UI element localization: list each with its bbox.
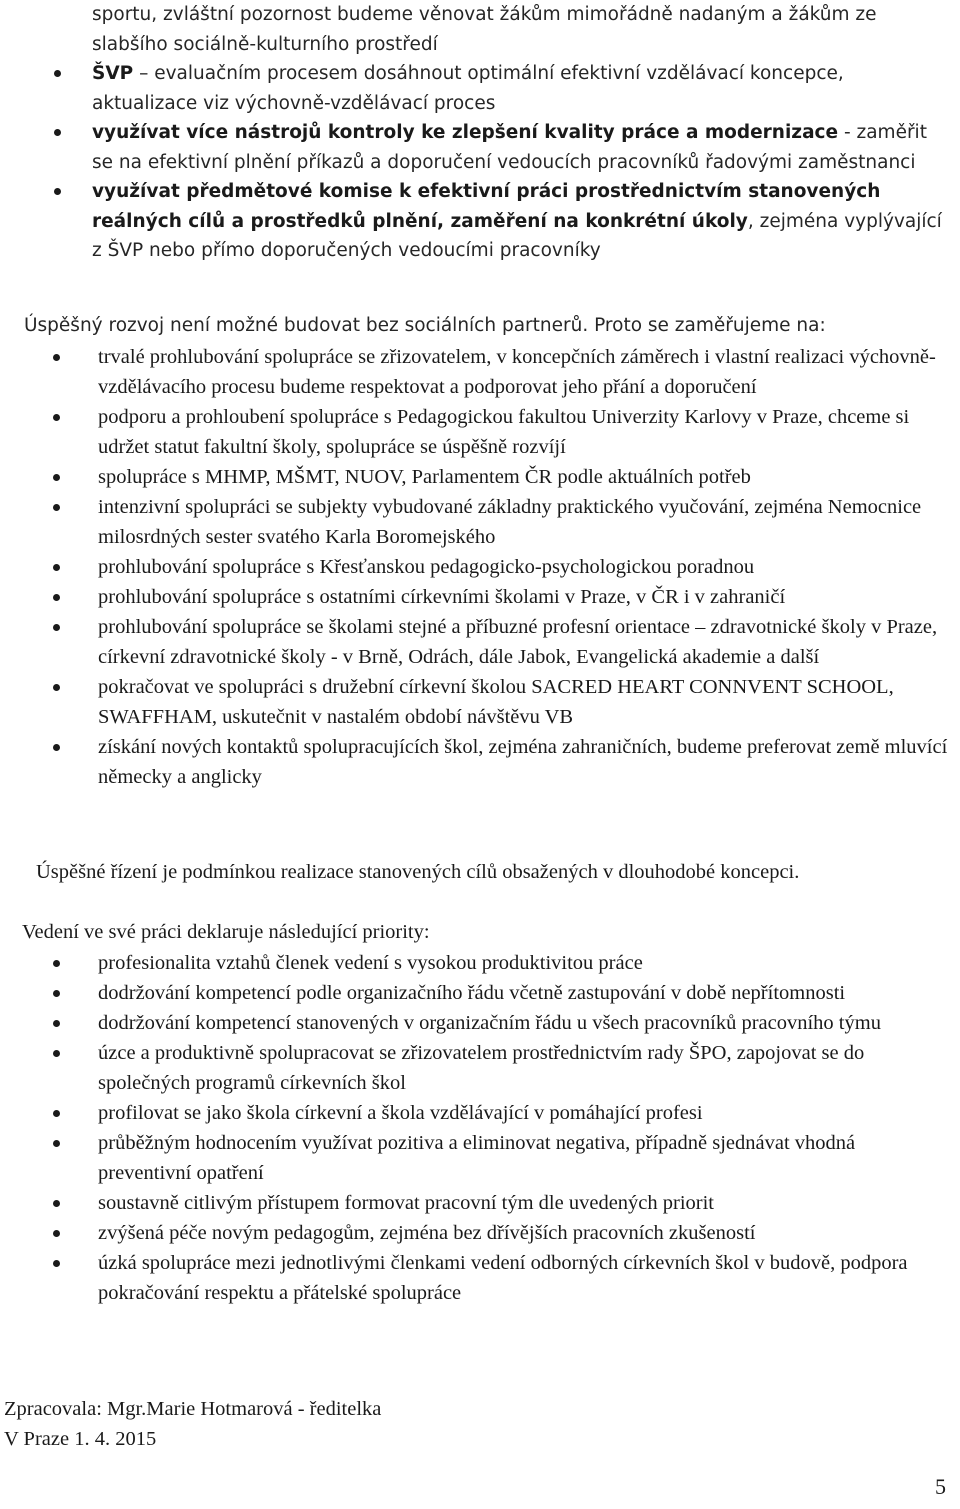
place-date: V Praze 1. 4. 2015 xyxy=(4,1428,157,1450)
bullet-icon xyxy=(53,474,60,481)
item-text: pokračovat ve spolupráci s družební církevní školou SACRED HEART CONNVENT SCHOOL, SWAFFHAM, uskutečnit v nastalém období návštěvu VB xyxy=(98,676,894,728)
bullet-icon xyxy=(54,129,61,136)
item-bold: využívat více nástrojů kontroly ke zlepšení kvality práce a modernizace xyxy=(92,122,839,143)
goals-list xyxy=(0,59,960,266)
bullet-icon xyxy=(53,744,60,751)
list-item xyxy=(0,612,960,672)
item-text: prohlubování spolupráce se školami stejné a příbuzné profesní orientace – zdravotnické školy v Praze, církevní zdravotnické školy - v Brně, Odrách, dále Jabok, Evangelická akademie a další xyxy=(98,616,938,668)
item-text: prohlubování spolupráce s Křesťanskou pedagogicko-psychologickou poradnou xyxy=(98,556,755,578)
bullet-icon xyxy=(53,414,60,421)
page-number: 5 xyxy=(935,1474,946,1499)
bullet-icon xyxy=(53,504,60,511)
bullet-icon xyxy=(53,594,60,601)
list-item xyxy=(0,1098,960,1128)
list-item xyxy=(0,1008,960,1038)
bullet-icon xyxy=(53,1260,60,1267)
bullet-icon xyxy=(53,684,60,691)
item-text: úzká spolupráce mezi jednotlivými členkami vedení odborných církevních škol v budově, podpora pokračování respektu a přátelské spolupráce xyxy=(98,1252,908,1304)
list-item xyxy=(0,978,960,1008)
list-item xyxy=(0,1128,960,1188)
list-item xyxy=(0,1038,960,1098)
list-item xyxy=(0,552,960,582)
bullet-icon xyxy=(53,624,60,631)
item-text: - zaměřit se na efektivní plnění příkazů a doporučení vedoucích pracovníků řadovými zaměstnanci xyxy=(92,122,927,173)
item-text: úzce a produktivně spolupracovat se zřizovatelem prostřednictvím rady ŠPO, zapojovat se do společných programů církevních škol xyxy=(98,1042,865,1094)
bullet-icon xyxy=(53,1140,60,1147)
item-bold: využívat předmětové komise k efektivní práci prostřednictvím stanovených reálných cílů a prostředků plnění, zaměření na konkrétní úkoly xyxy=(92,181,881,232)
bullet-icon xyxy=(53,1050,60,1057)
prepared-by: Zpracovala: Mgr.Marie Hotmarová - ředitelka xyxy=(4,1398,382,1420)
priorities-list xyxy=(0,948,960,1308)
bullet-icon xyxy=(54,188,61,195)
section-priorities xyxy=(0,948,960,1308)
list-item xyxy=(0,582,960,612)
item-text: profilovat se jako škola církevní a škola vzdělávající v pomáhající profesi xyxy=(98,1102,703,1124)
list-item xyxy=(0,1218,960,1248)
item-text: trvalé prohlubování spolupráce se zřizovatelem, v koncepčních záměrech i vlastní realizaci výchovně-vzdělávacího procesu budeme respektovat a podporovat jeho přání a doporučení xyxy=(98,346,936,398)
item-text: dodržování kompetencí stanovených v organizačním řádu u všech pracovníků pracovního týmu xyxy=(98,1012,881,1034)
list-item xyxy=(0,492,960,552)
list-item xyxy=(0,59,960,118)
item-text: – evaluačním procesem dosáhnout optimální efektivní vzdělávací koncepce, aktualizace viz výchovně-vzdělávací proces xyxy=(92,63,844,114)
management-paragraph: Úspěšné řízení je podmínkou realizace stanovených cílů obsažených v dlouhodobé koncepci. xyxy=(36,861,800,883)
list-item xyxy=(0,948,960,978)
bullet-icon xyxy=(53,990,60,997)
bullet-icon xyxy=(53,564,60,571)
list-item xyxy=(0,732,960,792)
item-text: soustavně citlivým přístupem formovat pracovní tým dle uvedených priorit xyxy=(98,1192,715,1214)
bullet-icon xyxy=(53,354,60,361)
partners-paragraph: Úspěšný rozvoj není možné budovat bez sociálních partnerů. Proto se zaměřujeme na: xyxy=(24,315,826,336)
item-text: průběžným hodnocením využívat pozitiva a eliminovat negativa, případně sjednávat vhodná preventivní opatření xyxy=(98,1132,856,1184)
list-item xyxy=(0,342,960,402)
bullet-icon xyxy=(53,1020,60,1027)
lead-line: sportu, zvláštní pozornost budeme věnovat žákům mimořádně nadaným a žákům ze xyxy=(92,4,877,25)
lead-line: slabšího sociálně-kulturního prostředí xyxy=(92,33,438,55)
bullet-icon xyxy=(53,1110,60,1117)
list-item xyxy=(0,672,960,732)
list-item xyxy=(0,177,960,266)
bullet-icon xyxy=(53,1200,60,1207)
section-goals xyxy=(0,0,960,266)
partners-list xyxy=(0,342,960,792)
item-text: spolupráce s MHMP, MŠMT, NUOV, Parlamentem ČR podle aktuálních potřeb xyxy=(98,466,751,488)
item-text: prohlubování spolupráce s ostatními církevními školami v Praze, v ČR i v zahraničí xyxy=(98,586,786,608)
section-partners xyxy=(0,342,960,792)
bullet-icon xyxy=(53,960,60,967)
list-item xyxy=(0,402,960,462)
bullet-icon xyxy=(54,70,61,77)
item-text: získání nových kontaktů spolupracujících škol, zejména zahraničních, budeme preferovat země mluvící německy a anglicky xyxy=(98,736,948,788)
bullet-icon xyxy=(53,1230,60,1237)
list-item xyxy=(0,118,960,177)
item-text: dodržování kompetencí podle organizačního řádu včetně zastupování v době nepřítomnosti xyxy=(98,982,846,1004)
list-item xyxy=(0,1188,960,1218)
item-text: zvýšená péče novým pedagogům, zejména bez dřívějších pracovních zkušeností xyxy=(98,1222,756,1244)
item-text: intenzivní spolupráci se subjekty vybudované základny praktického vyučování, zejména Nemocnice milosrdných sester svatého Karla Boromejského xyxy=(98,496,922,548)
list-item xyxy=(0,1248,960,1308)
item-text: podporu a prohloubení spolupráce s Pedagogickou fakultou Univerzity Karlovy v Praze, chceme si udržet statut fakultní školy, spolupráce se úspěšně rozvíjí xyxy=(98,406,910,458)
list-item xyxy=(0,462,960,492)
item-text: profesionalita vztahů členek vedení s vysokou produktivitou práce xyxy=(98,952,643,974)
priorities-paragraph: Vedení ve své práci deklaruje následující priority: xyxy=(22,921,430,943)
item-bold: ŠVP xyxy=(92,63,134,84)
item-text: , zejména vyplývající z ŠVP nebo přímo doporučených vedoucími pracovníky xyxy=(92,210,942,261)
